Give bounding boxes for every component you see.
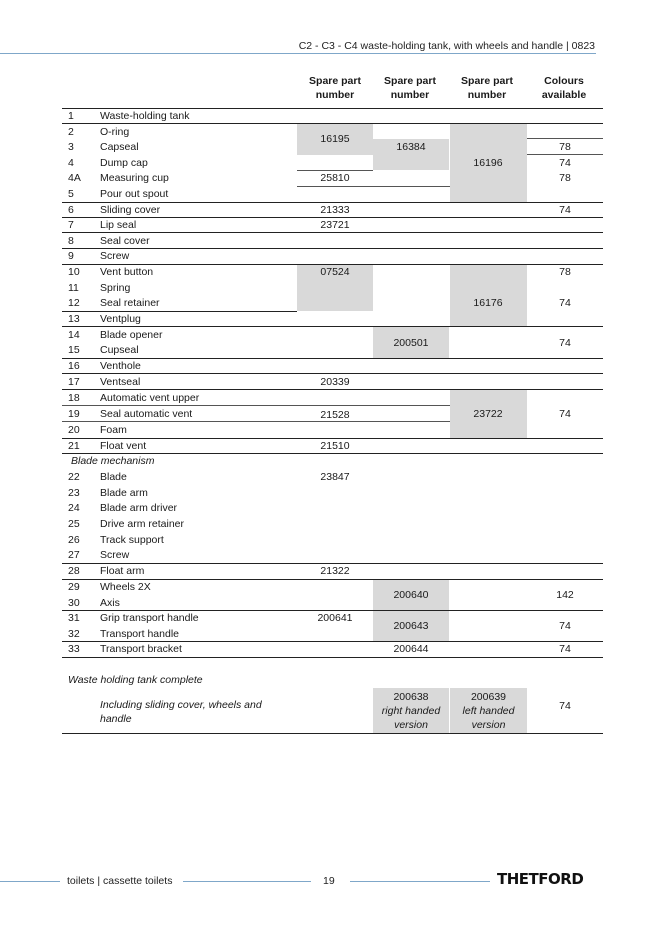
- table-rule: [62, 248, 603, 249]
- row-number: 9: [68, 250, 74, 262]
- row-description: Vent button: [100, 266, 154, 278]
- column-header-line: Spare part: [384, 75, 436, 87]
- complete-right-number: 200638: [393, 691, 429, 703]
- row-number: 27: [68, 549, 80, 561]
- row-description: Measuring cup: [100, 172, 169, 184]
- table-rule: [62, 217, 603, 218]
- table-rule: [62, 641, 603, 642]
- row-description: Track support: [100, 534, 164, 546]
- row-description: Float arm: [100, 565, 145, 577]
- complete-left-label: [450, 704, 527, 732]
- page-header-title: C2 - C3 - C4 waste-holding tank, with wheels and handle | 0823: [298, 40, 595, 52]
- table-rule: [62, 108, 603, 109]
- column-header-line: Spare part: [309, 75, 361, 87]
- table-rule: [62, 657, 603, 658]
- colour-value: 78: [559, 141, 571, 153]
- table-rule: [62, 373, 603, 374]
- row-description: Blade arm: [100, 487, 148, 499]
- table-rule: [62, 123, 603, 124]
- row-number: 2: [68, 126, 74, 138]
- row-number: 17: [68, 376, 80, 388]
- row-number: 7: [68, 219, 74, 231]
- colour-value: 74: [559, 620, 571, 632]
- row-description: Automatic vent upper: [100, 392, 200, 404]
- table-rule: [62, 358, 603, 359]
- row-number: 5: [68, 188, 74, 200]
- row-number: 20: [68, 424, 80, 436]
- row-description: Blade: [100, 471, 127, 483]
- header-rule: [0, 53, 596, 54]
- column-header-line: number: [390, 89, 430, 101]
- colour-value: 74: [559, 643, 571, 655]
- part-number: 21528: [320, 409, 350, 421]
- shade-cell: [450, 264, 527, 326]
- row-description: O-ring: [100, 126, 130, 138]
- column-header-line: Colours: [544, 75, 584, 87]
- row-number: 23: [68, 487, 80, 499]
- part-number: 200641: [317, 612, 353, 624]
- row-number: 1: [68, 110, 74, 122]
- table-rule: [62, 311, 297, 312]
- part-number: 23722: [473, 408, 503, 420]
- row-description: Seal retainer: [100, 297, 160, 309]
- colour-value: 74: [559, 297, 571, 309]
- row-number: 12: [68, 297, 80, 309]
- colour-value: 78: [559, 266, 571, 278]
- section-label-blade-mechanism: Blade mechanism: [71, 455, 155, 467]
- table-rule: [297, 170, 373, 171]
- colour-value: 74: [559, 408, 571, 420]
- row-number: 8: [68, 235, 74, 247]
- row-number: 32: [68, 628, 80, 640]
- column-header-spare-part-3: [450, 74, 524, 102]
- row-number: 19: [68, 408, 80, 420]
- row-description: Dump cap: [100, 157, 148, 169]
- thetford-logo: THETFORD: [497, 870, 584, 888]
- footer-section-label: toilets | cassette toilets: [67, 875, 173, 887]
- column-header-line: number: [315, 89, 355, 101]
- row-description: Blade arm driver: [100, 502, 178, 514]
- table-rule: [62, 610, 603, 611]
- complete-assembly-title: Waste holding tank complete: [68, 674, 203, 686]
- column-header-line: available: [541, 89, 587, 101]
- row-description: Seal cover: [100, 235, 150, 247]
- complete-right-handed: [373, 690, 449, 732]
- row-description: Drive arm retainer: [100, 518, 185, 530]
- row-number: 28: [68, 565, 80, 577]
- row-number: 6: [68, 204, 74, 216]
- column-header-line: Spare part: [461, 75, 513, 87]
- table-rule: [62, 264, 603, 265]
- row-description: Lip seal: [100, 219, 137, 231]
- table-rule: [62, 453, 603, 454]
- row-description: Spring: [100, 282, 131, 294]
- row-description: Wheels 2X: [100, 581, 151, 593]
- row-number: 22: [68, 471, 80, 483]
- row-description: Axis: [100, 597, 120, 609]
- row-description: Sliding cover: [100, 204, 161, 216]
- colour-value: 78: [559, 172, 571, 184]
- row-number: 25: [68, 518, 80, 530]
- row-description: Blade opener: [100, 329, 163, 341]
- column-header-colours: [527, 74, 601, 102]
- row-description: Screw: [100, 549, 130, 561]
- colour-value: 74: [559, 337, 571, 349]
- complete-left-number: 200639: [470, 691, 507, 703]
- part-number: 200644: [393, 643, 429, 655]
- row-number: 4: [68, 157, 74, 169]
- complete-left-label-text: left handed version: [462, 705, 515, 731]
- row-number: 31: [68, 612, 80, 624]
- table-rule: [62, 326, 603, 327]
- colour-value: 74: [559, 157, 571, 169]
- part-number: 20339: [320, 376, 350, 388]
- colour-value: 142: [556, 589, 574, 601]
- part-number: 23847: [320, 471, 350, 483]
- part-number: 16196: [473, 157, 503, 169]
- column-header-spare-part-2: [373, 74, 447, 102]
- row-number: 16: [68, 360, 80, 372]
- row-number: 3: [68, 141, 74, 153]
- part-number: 25810: [320, 172, 350, 184]
- row-number: 14: [68, 329, 80, 341]
- footer-page-number: 19: [323, 875, 335, 887]
- row-description: Venthole: [100, 360, 141, 372]
- row-number: 26: [68, 534, 80, 546]
- part-number: 16176: [473, 297, 503, 309]
- row-description: Ventplug: [100, 313, 141, 325]
- footer-rule-right: [350, 881, 490, 882]
- row-description: Waste-holding tank: [100, 110, 190, 122]
- row-number: 29: [68, 581, 80, 593]
- row-number: 21: [68, 440, 80, 452]
- column-header-spare-part-1: [298, 74, 372, 102]
- row-number: 24: [68, 502, 80, 514]
- table-rule: [62, 438, 603, 439]
- table-rule: [527, 138, 603, 139]
- part-number: 16384: [396, 141, 426, 153]
- table-rule: [62, 733, 603, 734]
- table-rule: [62, 563, 603, 564]
- row-number: 18: [68, 392, 80, 404]
- part-number: 16195: [320, 133, 350, 145]
- part-number: 21510: [320, 440, 350, 452]
- table-rule: [527, 154, 603, 155]
- row-description: Grip transport handle: [100, 612, 199, 624]
- part-number: 200643: [393, 620, 429, 632]
- table-rule: [62, 405, 450, 406]
- row-number: 13: [68, 313, 80, 325]
- part-number: 21322: [320, 565, 350, 577]
- row-number: 10: [68, 266, 80, 278]
- part-number: 23721: [320, 219, 350, 231]
- row-number: 4A: [68, 172, 81, 184]
- table-rule: [297, 186, 450, 187]
- colour-value: 74: [559, 204, 571, 216]
- row-description: Transport handle: [100, 628, 179, 640]
- column-header-line: number: [467, 89, 507, 101]
- row-number: 15: [68, 344, 80, 356]
- colour-value: 74: [559, 700, 571, 712]
- table-rule: [62, 421, 450, 422]
- row-description: Transport bracket: [100, 643, 182, 655]
- table-rule: [62, 389, 603, 390]
- part-number: 21333: [320, 204, 350, 216]
- footer-rule-middle: [183, 881, 311, 882]
- row-description: Pour out spout: [100, 188, 169, 200]
- row-number: 30: [68, 597, 80, 609]
- complete-right-label: [373, 704, 449, 732]
- table-rule: [62, 579, 603, 580]
- table-rule: [62, 232, 603, 233]
- row-description: Seal automatic vent: [100, 408, 193, 420]
- row-description: Float vent: [100, 440, 147, 452]
- row-number: 11: [68, 282, 79, 294]
- complete-right-label-text: right handed version: [381, 705, 441, 731]
- footer-rule-left: [0, 881, 60, 882]
- row-description: Cupseal: [100, 344, 139, 356]
- part-number: 200640: [393, 589, 429, 601]
- complete-left-handed: [450, 690, 527, 732]
- row-description: Foam: [100, 424, 127, 436]
- row-description: Screw: [100, 250, 130, 262]
- row-description: Ventseal: [100, 376, 141, 388]
- table-rule: [62, 202, 603, 203]
- row-description: Capseal: [100, 141, 139, 153]
- part-number: 07524: [320, 266, 350, 278]
- row-number: 33: [68, 643, 80, 655]
- complete-assembly-description: Including sliding cover, wheels and handle: [100, 699, 262, 725]
- part-number: 200501: [393, 337, 429, 349]
